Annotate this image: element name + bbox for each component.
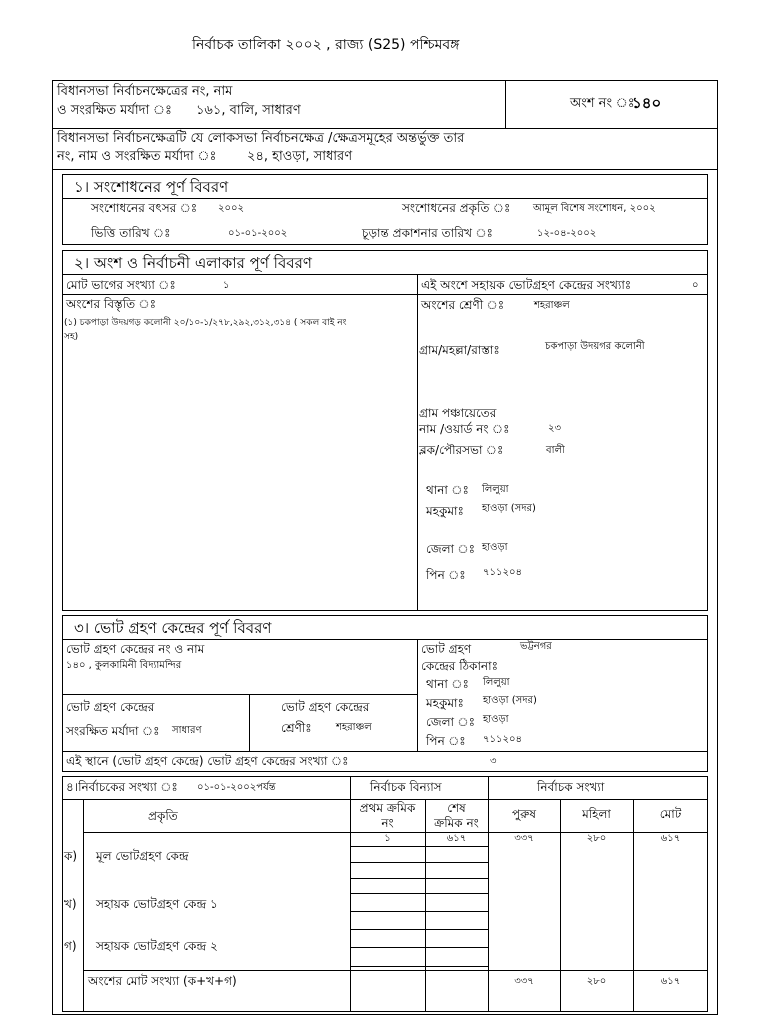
base-date-value: ০১-০১-২০০২ bbox=[228, 228, 288, 239]
thana-label: থানা ঃ bbox=[426, 483, 469, 497]
row-last: ৬১৭ bbox=[446, 833, 467, 844]
col-nature: প্রকৃতি bbox=[148, 809, 178, 823]
extent-value-2: সহ) bbox=[64, 332, 79, 342]
divider bbox=[417, 274, 418, 611]
gp-ward-label: নাম /ওয়ার্ড নং ঃ bbox=[419, 422, 510, 436]
divider bbox=[350, 929, 488, 930]
village-value: চকপাড়া উদয়গর কলোনী bbox=[545, 341, 645, 352]
ac-label: বিধানসভা নির্বাচনক্ষেত্রের নং, নাম bbox=[57, 84, 233, 99]
pc-label-2: নং, নাম ও সংরক্ষিত মর্যাদা ঃ bbox=[57, 149, 217, 164]
address-label: ভোট গ্রহণ bbox=[421, 642, 472, 656]
col-last-serial-2: ক্রমিক নং bbox=[434, 816, 479, 830]
divider bbox=[350, 911, 488, 912]
count-heading: নির্বাচক সংখ্যা bbox=[537, 780, 605, 794]
thana-value: লিলুয়া bbox=[482, 484, 509, 495]
revision-nature-label: সংশোধনের প্রকৃতি ঃ bbox=[402, 201, 511, 215]
section-3-heading: ৩। ভোট গ্রহণ কেন্দ্রের পূর্ণ বিবরণ bbox=[74, 619, 272, 637]
page-title: নির্বাচক তালিকা ২০০২ , রাজ্য (S25) পশ্চিমবঙ্গ bbox=[192, 37, 460, 53]
polling-station-label: ভোট গ্রহণ কেন্দ্রের নং ও নাম bbox=[66, 642, 205, 656]
ac-value: ১৬১, বালি, সাধারণ bbox=[196, 103, 301, 118]
ps-pin-value: ৭১১২০৪ bbox=[483, 734, 522, 745]
ps-thana-label: থানা ঃ bbox=[426, 677, 469, 691]
divider bbox=[62, 198, 708, 199]
divider bbox=[425, 799, 426, 1012]
divider bbox=[62, 274, 708, 275]
total-total: ৬১৭ bbox=[660, 976, 681, 987]
row-mark: খ) bbox=[64, 897, 77, 911]
ps-district-value: হাওড়া bbox=[483, 714, 509, 725]
ps-district-label: জেলা ঃ bbox=[426, 715, 475, 729]
district-label: জেলা ঃ bbox=[426, 542, 475, 556]
divider bbox=[62, 639, 708, 640]
divider bbox=[62, 694, 417, 695]
ps-subdivision-label: মহকুমাঃ bbox=[426, 696, 464, 710]
sections-label: মোট ভাগের সংখ্যা ঃ bbox=[66, 278, 176, 292]
ac-label-2: ও সংরক্ষিত মর্যাদা ঃ bbox=[57, 103, 172, 118]
sections-value: ১ bbox=[223, 280, 230, 291]
col-male: পুরুষ bbox=[512, 807, 536, 821]
row-total: ৬১৭ bbox=[660, 833, 681, 844]
section-2-heading: ২। অংশ ও নির্বাচনী এলাকার পূর্ণ বিবরণ bbox=[74, 254, 312, 272]
total-label: অংশের মোট সংখ্যা (ক+খ+গ) bbox=[88, 974, 237, 988]
station-type-label: ভোট গ্রহণ কেন্দ্রের bbox=[281, 700, 370, 714]
col-female: মহিলা bbox=[582, 807, 611, 821]
address-value: ভট্টনগর bbox=[520, 641, 552, 652]
divider bbox=[350, 878, 488, 879]
subdivision-value: হাওড়া (সদর) bbox=[482, 503, 536, 514]
pc-label: বিধানসভা নির্বাচনক্ষেত্রটি যে লোকসভা নির্বাচনক্ষেত্র /ক্ষেত্রসমূহের অন্তর্ভুক্ত তার bbox=[57, 131, 465, 146]
station-type-value: শহরাঞ্চল bbox=[336, 722, 372, 733]
divider bbox=[62, 294, 708, 295]
extent-value: (১) চকপাড়া উদয়গড় কলোনী ২০/১০-১/২৭৮,২৯২,৩১২,৩১৪ ( সকল বাই নং bbox=[64, 318, 347, 328]
category-value: শহরাঞ্চল bbox=[534, 300, 570, 311]
part-label: অংশ নং ঃ bbox=[570, 96, 635, 111]
arrangement-heading: নির্বাচক বিন্যাস bbox=[370, 780, 442, 794]
block-value: বালী bbox=[546, 445, 565, 456]
divider bbox=[350, 862, 488, 863]
col-first-serial-2: নং bbox=[381, 816, 394, 830]
row-female: ২৮০ bbox=[586, 833, 607, 844]
station-type-label-2: শ্রেণীঃ bbox=[281, 721, 312, 735]
reservation-label-2: সংরক্ষিত মর্যাদা ঃ bbox=[66, 724, 160, 738]
pc-value: ২৪, হাওড়া, সাধারণ bbox=[247, 149, 353, 164]
district-value: হাওড়া bbox=[482, 542, 508, 553]
divider bbox=[350, 966, 488, 967]
row-label: মূল ভোটগ্রহণ কেন্দ্র bbox=[96, 849, 189, 863]
aux-count-label: এই অংশে সহায়ক ভোটগ্রহণ কেন্দ্রের সংখ্যাঃ bbox=[421, 278, 632, 292]
station-count-label: এই স্থানে (ভোট গ্রহণ কেন্দ্রে) ভোট গ্রহণ কেন্দ্রের সংখ্যা ঃ bbox=[66, 754, 349, 768]
revision-nature-value: আমূল বিশেষ সংশোধন, ২০০২ bbox=[533, 203, 656, 214]
base-date-label: ভিত্তি তারিখ ঃ bbox=[91, 226, 171, 240]
divider bbox=[83, 799, 84, 1012]
ps-pin-label: পিন ঃ bbox=[426, 734, 466, 748]
electors-date: ০১-০১-২০০২পর্যন্ত bbox=[197, 782, 276, 793]
gp-ward-value: ২৩ bbox=[548, 423, 562, 434]
row-label: সহায়ক ভোটগ্রহণ কেন্দ্র ১ bbox=[96, 897, 218, 911]
divider bbox=[83, 970, 708, 971]
address-label-2: কেন্দ্রের ঠিকানাঃ bbox=[421, 659, 498, 673]
section-1-heading: ১। সংশোধনের পূর্ণ বিবরণ bbox=[74, 178, 229, 196]
divider bbox=[505, 80, 506, 128]
aux-count-value: ০ bbox=[692, 280, 699, 291]
total-male: ৩৩৭ bbox=[514, 976, 534, 987]
col-first-serial: প্রথম ক্রমিক bbox=[359, 801, 416, 815]
row-first: ১ bbox=[384, 833, 391, 844]
col-last-serial: শেষ bbox=[447, 801, 466, 815]
final-date-label: চূড়ান্ত প্রকাশনার তারিখ ঃ bbox=[362, 226, 493, 240]
divider bbox=[62, 799, 708, 800]
pin-label: পিন ঃ bbox=[426, 568, 466, 582]
ps-thana-value: লিলুয়া bbox=[483, 677, 510, 688]
total-female: ২৮০ bbox=[586, 976, 607, 987]
final-date-value: ১২-০৪-২০০২ bbox=[537, 228, 597, 239]
extent-label: অংশের বিস্তৃতি ঃ bbox=[66, 297, 157, 311]
station-count-value: ৩ bbox=[490, 756, 497, 767]
divider bbox=[350, 893, 488, 894]
divider bbox=[350, 846, 488, 847]
gp-label: গ্রাম পঞ্চায়েতের bbox=[419, 406, 497, 420]
divider bbox=[52, 128, 718, 129]
reservation-value: সাধারণ bbox=[172, 725, 202, 736]
row-mark: ক) bbox=[64, 849, 78, 863]
polling-station-value: ১৪০ , কুলকামিনী বিদ্যামন্দির bbox=[66, 660, 182, 671]
col-total: মোট bbox=[659, 807, 682, 821]
revision-year-value: ২০০২ bbox=[218, 203, 245, 214]
reservation-label: ভোট গ্রহণ কেন্দ্রের bbox=[66, 700, 155, 714]
subdivision-label: মহকুমাঃ bbox=[426, 504, 464, 518]
divider bbox=[62, 751, 708, 752]
block-label: ব্লক/পৌরসভা ঃ bbox=[419, 443, 504, 457]
village-label: গ্রাম/মহল্লা/রাস্তাঃ bbox=[419, 343, 500, 357]
ps-subdivision-value: হাওড়া (সদর) bbox=[483, 695, 537, 706]
section-4-heading: ৪।নির্বাচকের সংখ্যা ঃ bbox=[66, 780, 178, 794]
row-male: ৩৩৭ bbox=[514, 833, 534, 844]
row-mark: গ) bbox=[64, 939, 77, 953]
revision-year-label: সংশোধনের বৎসর ঃ bbox=[91, 201, 198, 215]
row-label: সহায়ক ভোটগ্রহণ কেন্দ্র ২ bbox=[96, 939, 218, 953]
divider bbox=[417, 639, 418, 751]
part-number: ১৪০ bbox=[632, 94, 662, 112]
category-label: অংশের শ্রেণী ঃ bbox=[421, 298, 505, 312]
divider bbox=[52, 169, 718, 170]
divider bbox=[350, 947, 488, 948]
pin-value: ৭১১২০৪ bbox=[483, 567, 522, 578]
divider bbox=[249, 694, 250, 751]
section-2-box bbox=[62, 250, 708, 611]
